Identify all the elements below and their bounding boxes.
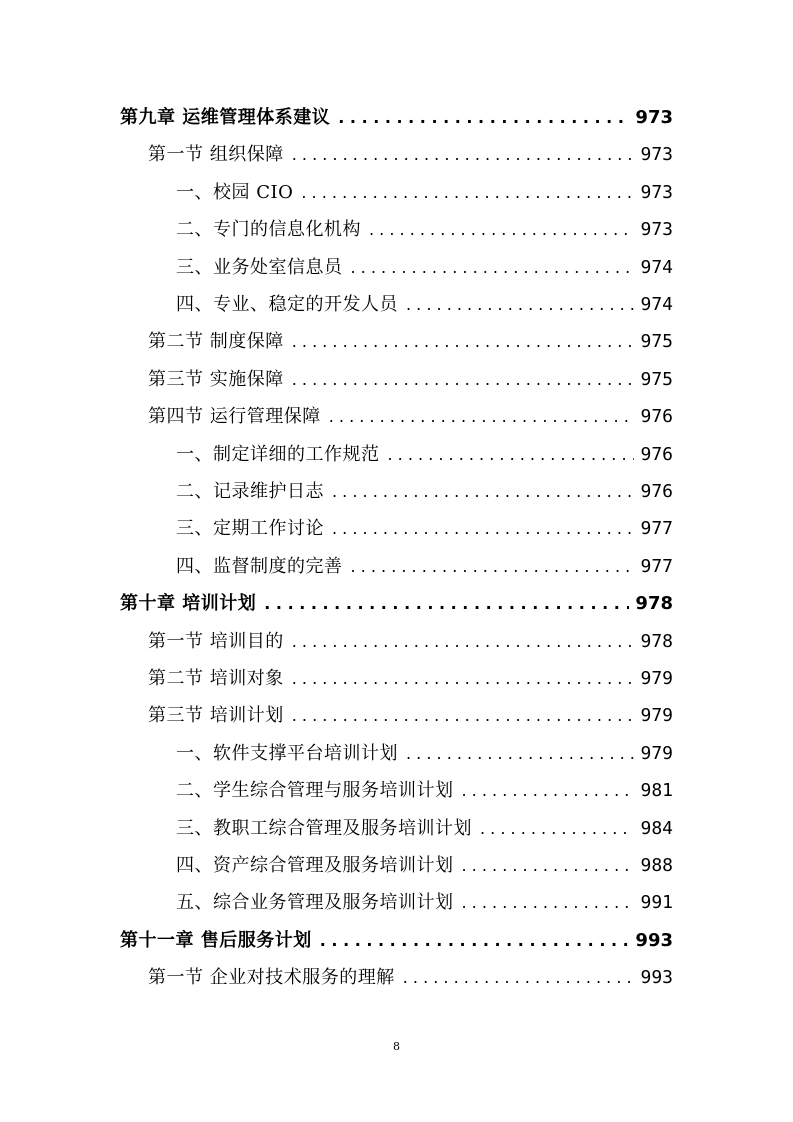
toc-entry-page-number: 973 <box>640 144 673 166</box>
toc-dot-leader <box>329 403 635 431</box>
toc-entry-page-number: 979 <box>640 742 673 764</box>
toc-dot-leader <box>301 179 634 207</box>
toc-entry-title: 第三节 培训计划 <box>148 705 284 727</box>
toc-chapter-entry[interactable] <box>120 927 673 955</box>
toc-section-entry[interactable] <box>148 403 673 431</box>
toc-entry-title: 第十一章 售后服务计划 <box>120 929 312 951</box>
toc-entry-page-number: 978 <box>635 593 673 615</box>
toc-entry-page-number: 979 <box>640 668 673 689</box>
toc-entry-page-number: 984 <box>640 817 673 839</box>
toc-dot-leader <box>292 328 635 356</box>
toc-entry-page-number: 988 <box>640 855 673 876</box>
toc-dot-leader <box>369 216 634 244</box>
toc-subsection-entry[interactable] <box>176 815 673 843</box>
toc-dot-leader <box>388 441 635 469</box>
toc-section-entry[interactable] <box>148 141 673 169</box>
toc-subsection-entry[interactable] <box>176 254 673 282</box>
toc-entry-page-number: 974 <box>640 294 673 315</box>
toc-entry-page-number: 973 <box>635 107 673 128</box>
toc-dot-leader <box>292 366 635 394</box>
toc-subsection-entry[interactable] <box>176 852 673 880</box>
toc-section-entry[interactable] <box>148 702 673 730</box>
toc-entry-title: 四、监督制度的完善 <box>176 555 343 577</box>
toc-entry-page-number: 976 <box>640 406 673 428</box>
toc-entry-title: 三、业务处室信息员 <box>176 256 343 278</box>
toc-entry-page-number: 975 <box>640 331 673 353</box>
toc-dot-leader <box>406 740 634 768</box>
toc-entry-page-number: 976 <box>640 443 673 465</box>
toc-entry-page-number: 981 <box>640 780 673 802</box>
toc-dot-leader <box>292 628 635 656</box>
toc-dot-leader <box>351 553 635 581</box>
toc-subsection-entry[interactable] <box>176 553 673 581</box>
toc-section-entry[interactable] <box>148 964 673 992</box>
toc-subsection-entry[interactable] <box>176 777 673 805</box>
toc-entry-title: 三、教职工综合管理及服务培训计划 <box>176 817 472 839</box>
toc-dot-leader <box>264 590 629 618</box>
toc-entry-title: 一、软件支撑平台培训计划 <box>176 742 398 764</box>
toc-entry-title: 第一节 企业对技术服务的理解 <box>148 967 395 989</box>
toc-subsection-entry[interactable] <box>176 179 673 207</box>
toc-entry-page-number: 977 <box>640 555 673 577</box>
toc-section-entry[interactable] <box>148 665 673 693</box>
toc-entry-title: 第三节 实施保障 <box>148 368 284 390</box>
toc-entry-title: 五、综合业务管理及服务培训计划 <box>176 892 454 914</box>
toc-entry-title: 二、专门的信息化机构 <box>176 219 361 241</box>
toc-entry-page-number: 978 <box>640 630 673 652</box>
toc-dot-leader <box>292 702 635 730</box>
toc-entry-title: 一、制定详细的工作规范 <box>176 443 380 465</box>
toc-entry-title: 第四节 运行管理保障 <box>148 406 321 428</box>
toc-dot-leader <box>462 777 635 805</box>
toc-section-entry[interactable] <box>148 628 673 656</box>
toc-dot-leader <box>332 478 634 506</box>
toc-chapter-entry[interactable] <box>120 590 673 618</box>
toc-entry-page-number: 991 <box>640 892 673 914</box>
toc-entry-page-number: 975 <box>640 368 673 390</box>
toc-entry-title: 二、记录维护日志 <box>176 481 324 502</box>
toc-chapter-entry[interactable] <box>120 104 673 132</box>
toc-entry-title: 第十章 培训计划 <box>120 593 257 615</box>
toc-entry-title: 第二节 培训对象 <box>148 668 284 689</box>
toc-dot-leader <box>292 141 635 169</box>
toc-dot-leader <box>403 964 635 992</box>
toc-entry-title: 二、学生综合管理与服务培训计划 <box>176 780 454 802</box>
toc-entry-title: 第一节 培训目的 <box>148 630 284 652</box>
toc-entry-title: 第一节 组织保障 <box>148 144 284 166</box>
toc-entry-page-number: 977 <box>640 518 673 540</box>
toc-dot-leader <box>480 815 634 843</box>
toc-section-entry[interactable] <box>148 328 673 356</box>
toc-dot-leader <box>320 927 630 955</box>
toc-dot-leader <box>351 254 635 282</box>
page-number: 8 <box>393 1040 400 1053</box>
toc-entry-page-number: 973 <box>640 181 673 203</box>
toc-entry-page-number: 976 <box>640 481 673 502</box>
toc-subsection-entry[interactable] <box>176 740 673 768</box>
toc-dot-leader <box>292 665 635 693</box>
toc-subsection-entry[interactable] <box>176 291 673 319</box>
toc-dot-leader <box>462 889 635 917</box>
toc-subsection-entry[interactable] <box>176 216 673 244</box>
toc-subsection-entry[interactable] <box>176 889 673 917</box>
toc-dot-leader <box>406 291 634 319</box>
toc-entry-page-number: 993 <box>635 929 673 951</box>
toc-entry-title: 四、专业、稳定的开发人员 <box>176 294 398 315</box>
toc-entry-title: 四、资产综合管理及服务培训计划 <box>176 855 454 876</box>
toc-entry-page-number: 974 <box>640 256 673 278</box>
toc-section-entry[interactable] <box>148 366 673 394</box>
toc-entry-title: 一、校园 CIO <box>176 181 294 203</box>
toc-dot-leader <box>338 104 629 132</box>
toc-subsection-entry[interactable] <box>176 515 673 543</box>
toc-entry-page-number: 993 <box>640 967 673 989</box>
toc-subsection-entry[interactable] <box>176 478 673 506</box>
toc-entry-page-number: 973 <box>640 219 673 241</box>
toc-dot-leader <box>462 852 635 880</box>
toc-dot-leader <box>332 515 634 543</box>
toc-entry-title: 三、定期工作讨论 <box>176 518 324 540</box>
toc-entry-title: 第九章 运维管理体系建议 <box>120 107 331 128</box>
toc-subsection-entry[interactable] <box>176 441 673 469</box>
toc-entry-page-number: 979 <box>640 705 673 727</box>
toc-entry-title: 第二节 制度保障 <box>148 331 284 353</box>
